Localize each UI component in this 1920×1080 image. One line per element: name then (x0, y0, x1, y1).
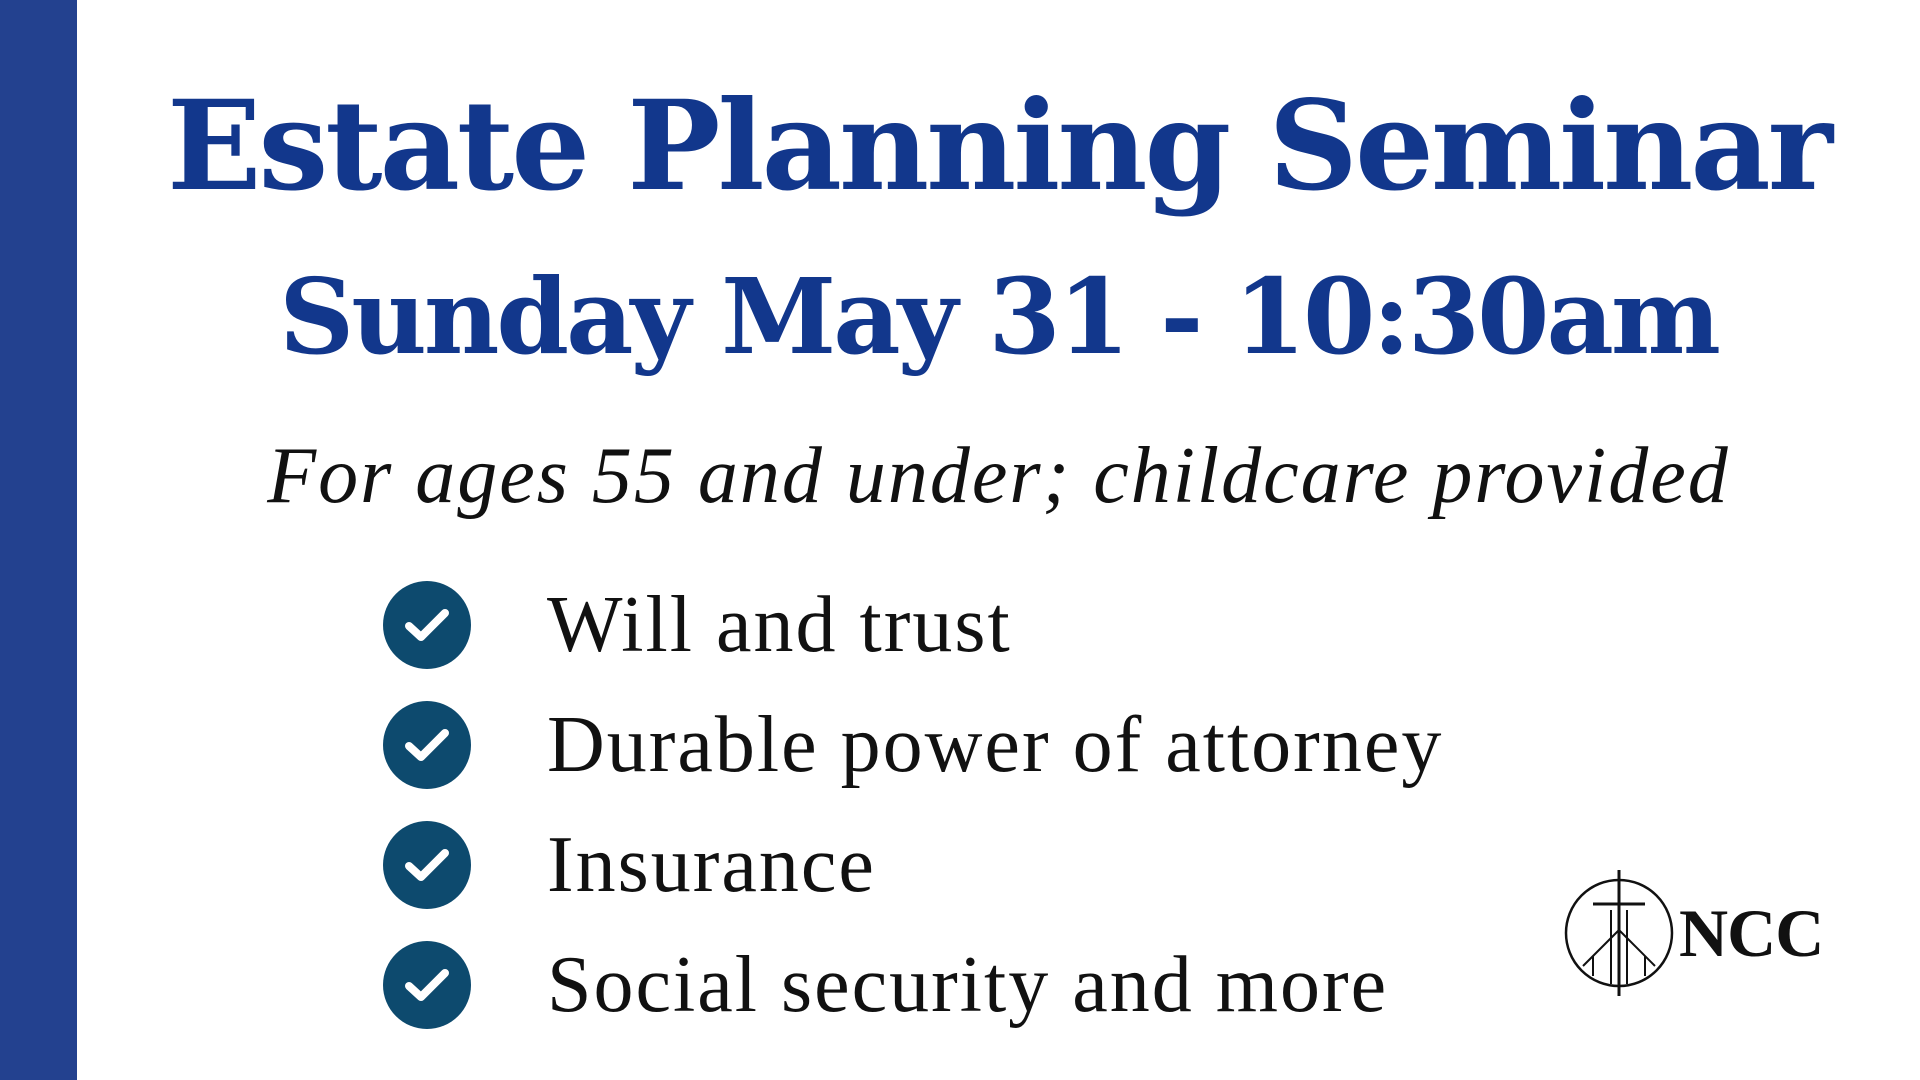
checklist-item (383, 805, 1443, 925)
topic-checklist (383, 565, 1443, 1045)
audience-note: For ages 55 and under; childcare provided (267, 432, 1730, 520)
checklist-item-label: Insurance (547, 821, 876, 909)
ncc-logo (1563, 868, 1823, 998)
checklist-item (383, 925, 1443, 1045)
accent-side-bar (0, 0, 77, 1080)
check-circle-icon (383, 941, 471, 1029)
checklist-item-label: Will and trust (547, 581, 1012, 669)
seminar-date-time: Sunday May 31 - 10:30am (279, 255, 1718, 378)
checklist-item-label: Durable power of attorney (547, 701, 1444, 789)
checklist-item-label: Social security and more (547, 941, 1389, 1029)
logo-text: NCC (1679, 895, 1824, 971)
checklist-item (383, 685, 1443, 805)
check-circle-icon (383, 581, 471, 669)
check-circle-icon (383, 821, 471, 909)
check-circle-icon (383, 701, 471, 789)
checklist-item (383, 565, 1443, 685)
cross-circle-logo-icon (1563, 868, 1675, 998)
seminar-title: Estate Planning Seminar (166, 74, 1830, 219)
